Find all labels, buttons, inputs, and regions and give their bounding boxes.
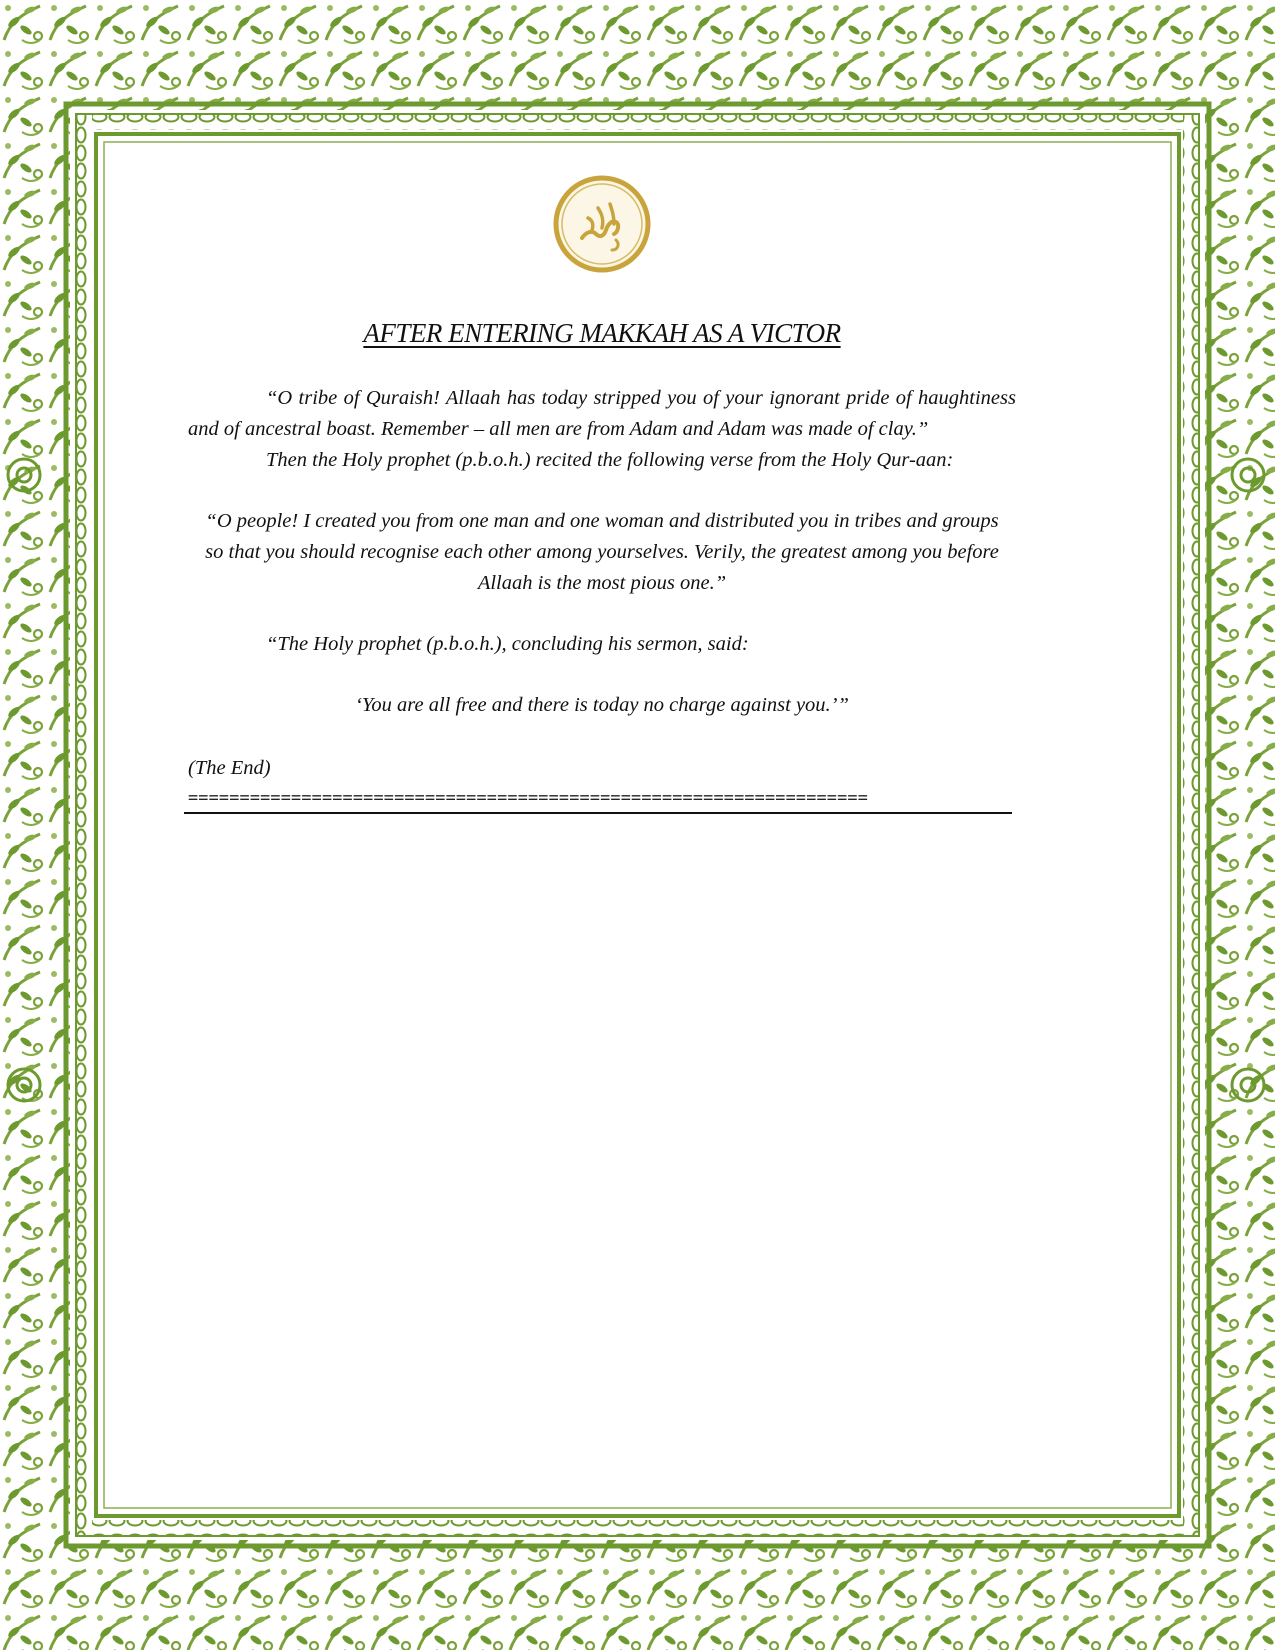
quraish-quote-paragraph: “O tribe of Quraish! Allaah has today stripped you of your ignorant pride of haughtiness and of ancestral boast. Remember – all men are from Adam and Adam was made of clay.”: [188, 387, 1016, 440]
page-title: AFTER ENTERING MAKKAH AS A VICTOR: [363, 318, 841, 348]
concluding-sermon-line: “The Holy prophet (p.b.o.h.), concluding his sermon, said:: [266, 633, 749, 655]
free-declaration-quote: ‘You are all free and there is today no charge against you.’”: [355, 694, 849, 716]
recited-verse-intro: Then the Holy prophet (p.b.o.h.) recited the following verse from the Holy Qur-aan:: [266, 449, 954, 471]
equals-separator: ==================================================================: [188, 787, 869, 807]
muhammad-calligraphy-seal-icon: [552, 174, 652, 274]
quran-verse-quote: “O people! I created you from one man and one woman and distributed you in tribes and groups so that you should recognise each other among yourselves. Verily, the greatest among you before Allaah is the most pious one.”: [205, 510, 999, 594]
document-body: [188, 170, 1016, 814]
horizontal-rule: [184, 812, 1012, 814]
the-end-label: (The End): [188, 757, 271, 779]
